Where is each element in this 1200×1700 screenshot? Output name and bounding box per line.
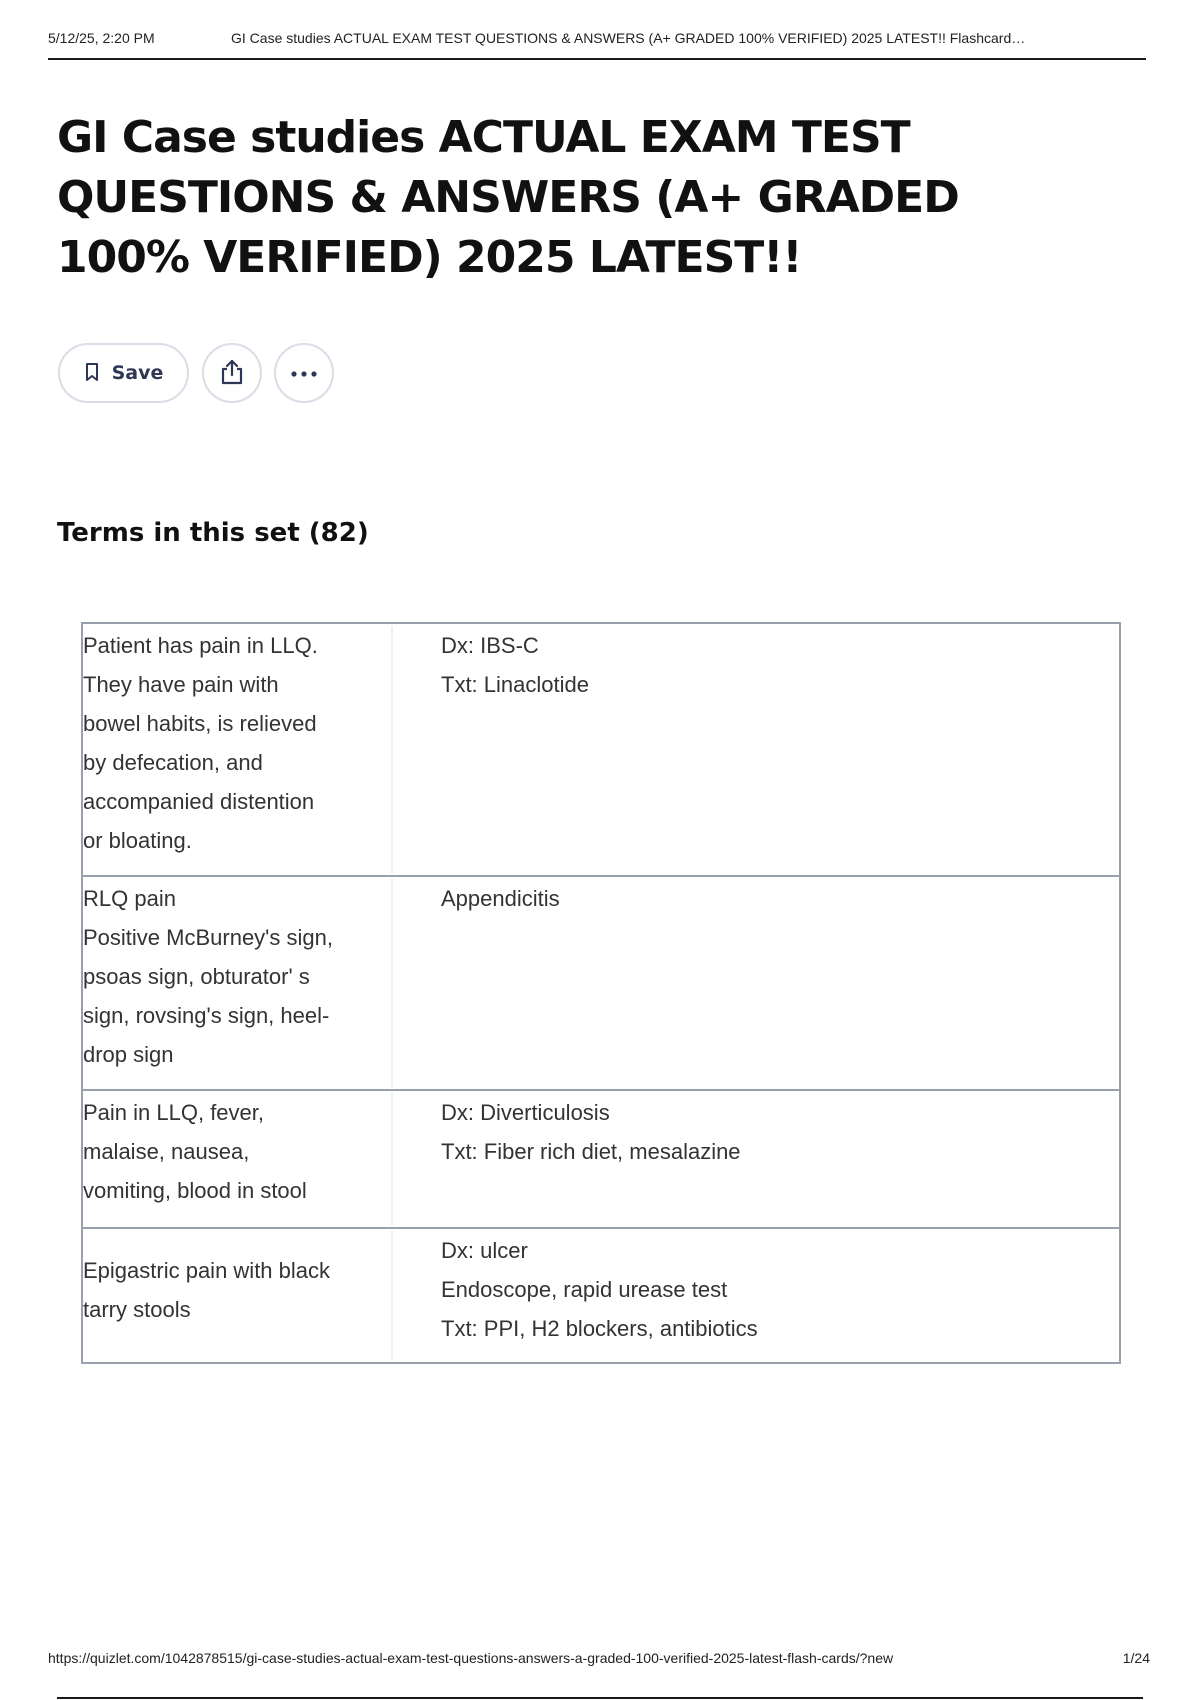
- term-line: Patient has pain in LLQ.: [83, 633, 318, 658]
- definition-line: Endoscope, rapid urease test: [441, 1277, 728, 1302]
- term-line: Positive McBurney's sign,: [83, 925, 333, 950]
- print-document-title: GI Case studies ACTUAL EXAM TEST QUESTIONS & ANSWERS (A+ GRADED 100% VERIFIED) 2025 LATEST!! Flashcard…: [231, 30, 1026, 46]
- save-button-label: Save: [111, 362, 164, 384]
- definition-line: Dx: Diverticulosis: [441, 1100, 610, 1125]
- term-text: [83, 1093, 383, 1210]
- definition-line: Txt: Linaclotide: [441, 672, 589, 697]
- term-line: Epigastric pain with black: [83, 1258, 331, 1283]
- page-title: GI Case studies ACTUAL EXAM TEST QUESTIONS & ANSWERS (A+ GRADED 100% VERIFIED) 2025 LATEST!!: [57, 112, 959, 283]
- term-line: sign, rovsing's sign, heel-: [83, 1003, 330, 1028]
- print-url: https://quizlet.com/1042878515/gi-case-studies-actual-exam-test-questions-answers-a-graded-100-verified-2025-latest-flash-cards/?new: [48, 1650, 894, 1666]
- save-button[interactable]: [58, 343, 189, 403]
- definition-line: Txt: PPI, H2 blockers, antibiotics: [441, 1316, 758, 1341]
- term-row[interactable]: [81, 622, 1121, 877]
- row-divider: [391, 1231, 393, 1360]
- print-date: 5/12/25, 2:20 PM: [48, 30, 155, 46]
- terms-section-title: Terms in this set (82): [57, 518, 369, 548]
- row-divider: [391, 879, 393, 1087]
- term-line: vomiting, blood in stool: [83, 1178, 307, 1203]
- term-text: [83, 879, 383, 1074]
- row-divider: [391, 626, 393, 873]
- share-button[interactable]: [202, 343, 262, 403]
- term-row[interactable]: [81, 1227, 1121, 1364]
- term-line: malaise, nausea,: [83, 1139, 250, 1164]
- term-line: psoas sign, obturator' s: [83, 964, 310, 989]
- definition-text: [441, 626, 1081, 704]
- term-line: by defecation, and: [83, 750, 263, 775]
- definition-line: Dx: IBS-C: [441, 633, 539, 658]
- definition-line: Dx: ulcer: [441, 1238, 528, 1263]
- more-options-button[interactable]: [274, 343, 334, 403]
- row-divider: [391, 1093, 393, 1225]
- term-line: accompanied distention: [83, 789, 315, 814]
- definition-line: Appendicitis: [441, 886, 560, 911]
- term-text: [83, 1251, 383, 1329]
- term-line: drop sign: [83, 1042, 174, 1067]
- term-row[interactable]: [81, 1089, 1121, 1229]
- definition-text: [441, 1231, 1081, 1348]
- term-line: bowel habits, is relieved: [83, 711, 317, 736]
- term-line: RLQ pain: [83, 886, 176, 911]
- more-icon: [290, 366, 318, 381]
- term-text: [83, 626, 383, 860]
- definition-text: [441, 879, 1081, 918]
- page-number: 1/24: [1122, 1650, 1150, 1666]
- definition-text: [441, 1093, 1081, 1171]
- term-line: tarry stools: [83, 1297, 191, 1322]
- footer-divider: [57, 1697, 1143, 1699]
- bookmark-icon: [84, 362, 100, 385]
- term-line: They have pain with: [83, 672, 279, 697]
- definition-line: Txt: Fiber rich diet, mesalazine: [441, 1139, 741, 1164]
- term-line: Pain in LLQ, fever,: [83, 1100, 264, 1125]
- term-line: or bloating.: [83, 828, 192, 853]
- share-icon: [219, 358, 245, 389]
- term-row[interactable]: [81, 875, 1121, 1091]
- print-header: [48, 30, 1146, 60]
